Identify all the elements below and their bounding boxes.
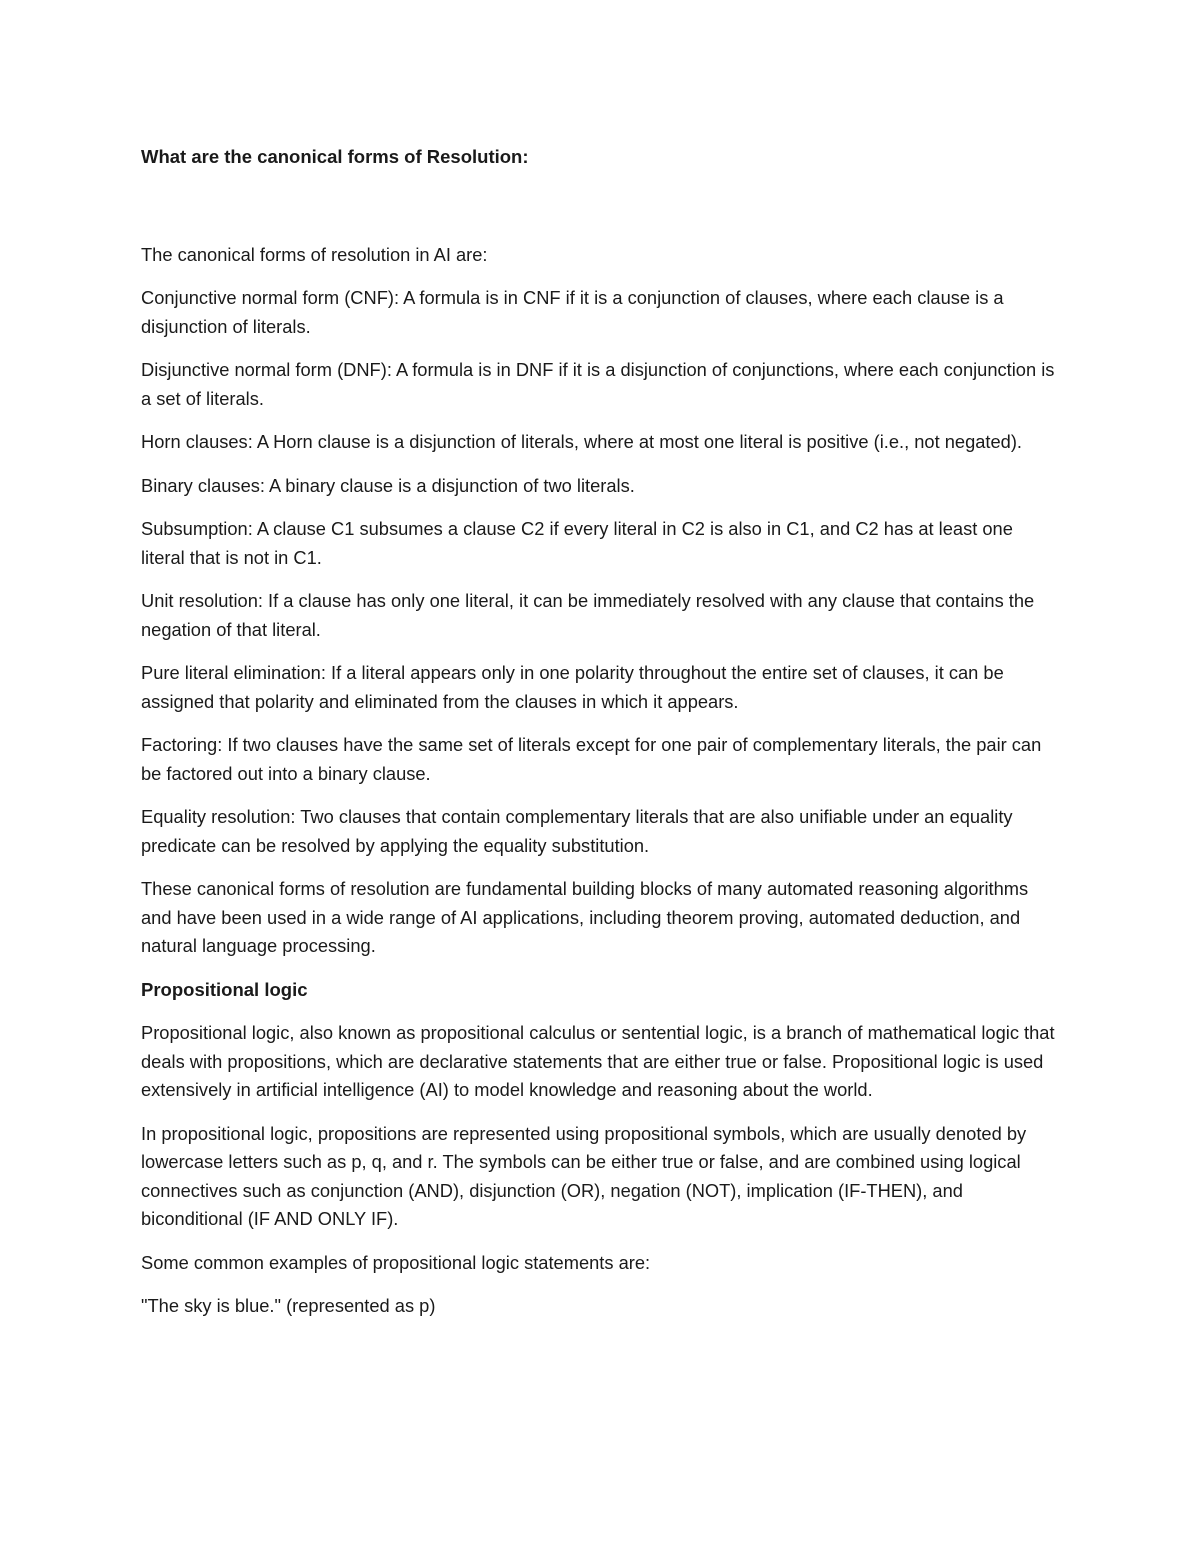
document-title: What are the canonical forms of Resolution: — [141, 146, 529, 167]
form-factoring: Factoring: If two clauses have the same set of literals except for one pair of complementary literals, the pair can be factored out into a binary clause. — [141, 734, 1042, 784]
document-page — [141, 143, 1061, 1321]
form-horn-clauses: Horn clauses: A Horn clause is a disjunction of literals, where at most one literal is positive (i.e., not negated). — [141, 431, 1022, 452]
summary-paragraph: These canonical forms of resolution are fundamental building blocks of many automated reasoning algorithms and have been used in a wide range of AI applications, including theorem proving, automated deduction, and natural language processing. — [141, 878, 1029, 956]
form-equality-resolution: Equality resolution: Two clauses that contain complementary literals that are also unifiable under an equality predicate can be resolved by applying the equality substitution. — [141, 806, 1013, 856]
spacer — [141, 172, 1061, 241]
section-heading: Propositional logic — [141, 978, 308, 1000]
form-cnf: Conjunctive normal form (CNF): A formula is in CNF if it is a conjunction of clauses, where each clause is a disjunction of literals. — [141, 287, 1004, 337]
propositional-symbols-paragraph: In propositional logic, propositions are represented using propositional symbols, which are usually denoted by lowercase letters such as p, q, and r. The symbols can be either true or false, and are combined using logical connectives such as conjunction (AND), disjunction (OR), negation (NOT), implication (IF-THEN), and biconditional (IF AND ONLY IF). — [141, 1122, 1027, 1229]
propositional-logic-paragraph: Propositional logic, also known as propositional calculus or sentential logic, is a branch of mathematical logic that deals with propositions, which are declarative statements that are either true or false. Propositional logic is used extensively in artificial intelligence (AI) to model knowledge and reasoning about the world. — [141, 1022, 1055, 1100]
form-pure-literal-elimination: Pure literal elimination: If a literal appears only in one polarity throughout the entire set of clauses, it can be assigned that polarity and eliminated from the clauses in which it appears. — [141, 662, 1004, 712]
form-binary-clauses: Binary clauses: A binary clause is a disjunction of two literals. — [141, 474, 635, 496]
intro-paragraph: The canonical forms of resolution in AI are: — [141, 243, 488, 265]
examples-intro-paragraph: Some common examples of propositional logic statements are: — [141, 1251, 651, 1273]
form-unit-resolution: Unit resolution: If a clause has only one literal, it can be immediately resolved with any clause that contains the negation of that literal. — [141, 590, 1035, 640]
form-dnf: Disjunctive normal form (DNF): A formula is in DNF if it is a disjunction of conjunctions, where each conjunction is a set of literals. — [141, 359, 1055, 409]
form-subsumption: Subsumption: A clause C1 subsumes a clause C2 if every literal in C2 is also in C1, and C2 has at least one literal that is not in C1. — [141, 518, 1013, 568]
example-statement: "The sky is blue." (represented as p) — [141, 1295, 436, 1316]
